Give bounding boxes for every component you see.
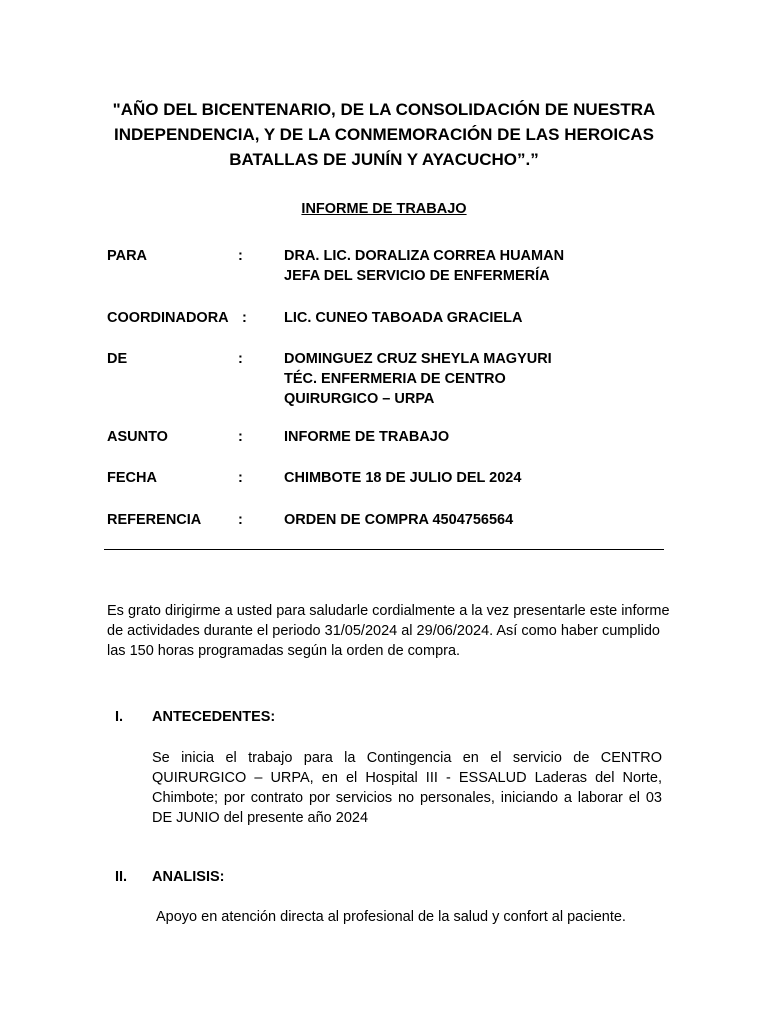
fecha-value: CHIMBOTE 18 DE JULIO DEL 2024 [284,470,522,486]
asunto-value: INFORME DE TRABAJO [284,429,450,445]
referencia-colon: : [238,512,243,528]
para-value [284,246,564,286]
de-label: DE [107,351,128,367]
referencia-value: ORDEN DE COMPRA 4504756564 [284,512,514,528]
para-colon: : [238,248,243,264]
para-recipient-position: JEFA DEL SERVICIO DE ENFERMERÍA [284,268,550,284]
section-heading-antecedentes: ANTECEDENTES: [152,709,276,725]
fecha-colon: : [238,470,243,486]
asunto-label: ASUNTO [107,429,168,445]
commemorative-year-motto: "AÑO DEL BICENTENARIO, DE LA CONSOLIDACIÓN DE NUESTRA INDEPENDENCIA, Y DE LA CONMEMORACIÓN DE LAS HEROICAS BATALLAS DE JUNÍN Y AYACUCHO”.” [112,100,656,169]
coordinadora-colon: : [242,310,247,326]
referencia-label: REFERENCIA [107,512,202,528]
section-number: II. [115,869,128,885]
de-sender-name: DOMINGUEZ CRUZ SHEYLA MAGYURI [284,351,552,367]
section-body-antecedentes: Se inicia el trabajo para la Contingencia en el servicio de CENTRO QUIRURGICO – URPA, en el Hospital III - ESSALUD Laderas del Norte, Chimbote; por contrato por servicios no personales, iniciando a laborar el 03 DE JUNIO del presente año 2024 [152,750,662,826]
section-number: I. [115,709,124,725]
de-sender-area: QUIRURGICO – URPA [284,391,435,407]
header-divider [104,549,664,550]
de-colon: : [238,351,243,367]
section-heading-analisis: ANALISIS: [152,869,225,885]
section-body-analisis: Apoyo en atención directa al profesional de la salud y confort al paciente. [156,909,626,925]
fecha-label: FECHA [107,470,157,486]
coordinadora-label: COORDINADORA [107,310,229,326]
intro-paragraph: Es grato dirigirme a usted para saludarle cordialmente a la vez presentarle este informe de actividades durante el periodo 31/05/2024 al 29/06/2024. Así como haber cumplido las 150 horas programadas según la orden de compra. [107,603,670,659]
de-sender-position: TÉC. ENFERMERIA DE CENTRO [284,371,506,387]
asunto-colon: : [238,429,243,445]
coordinadora-value: LIC. CUNEO TABOADA GRACIELA [284,310,523,326]
para-recipient-name: DRA. LIC. DORALIZA CORREA HUAMAN [284,248,565,264]
de-value [284,349,552,409]
document-title: INFORME DE TRABAJO [301,201,467,217]
para-label: PARA [107,248,148,264]
